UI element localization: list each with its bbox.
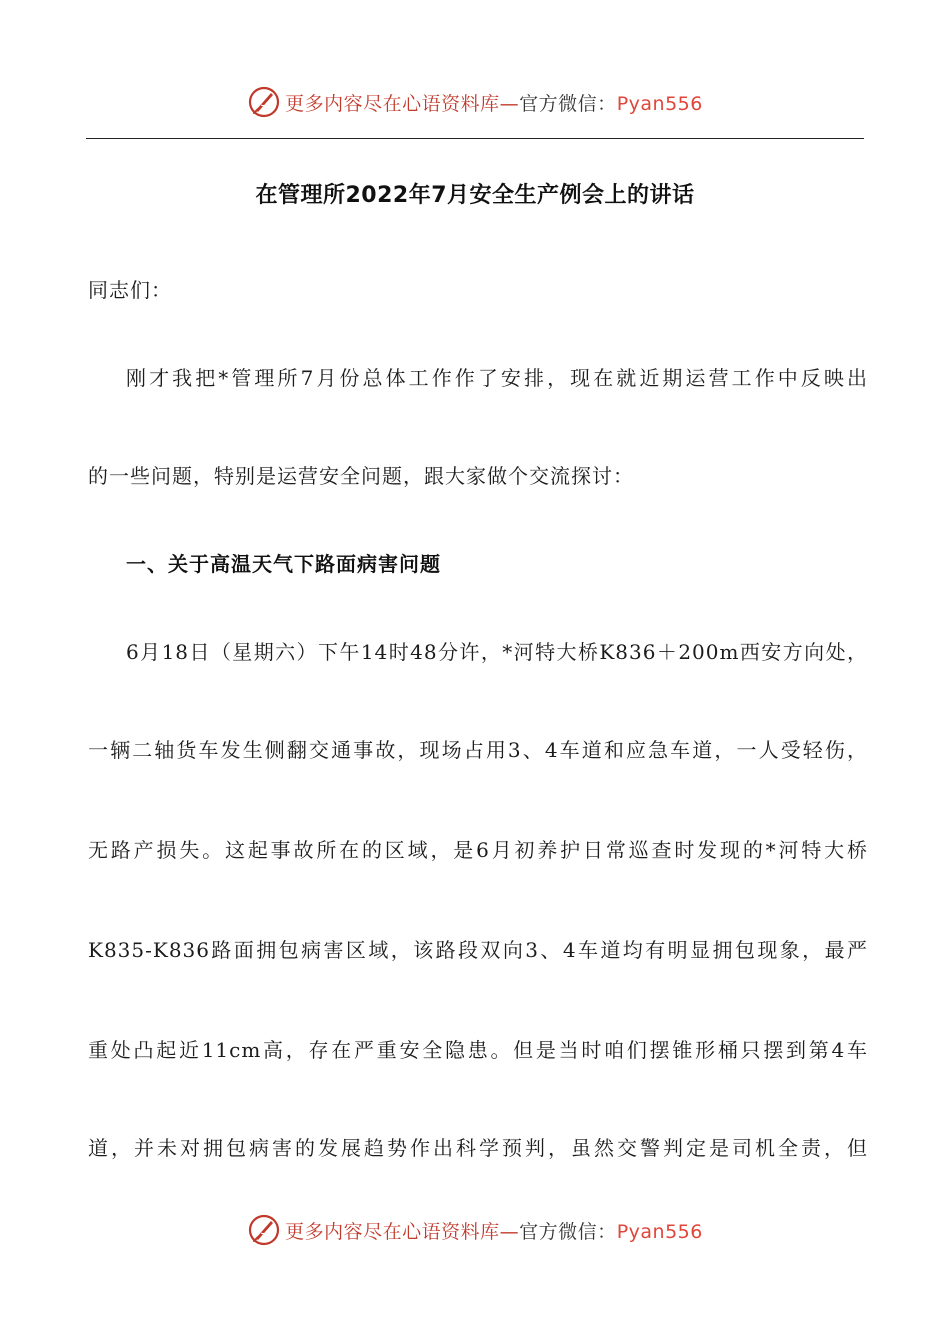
banner-title: 更多内容尽在心语资料库	[285, 92, 500, 115]
banner-wechat-id: Pyan556	[616, 1220, 703, 1243]
header-banner	[0, 80, 950, 124]
banner-wechat-label: 官方微信：	[519, 92, 617, 115]
quill-logo-icon	[247, 85, 281, 119]
banner-wechat-label: 官方微信：	[519, 1220, 617, 1243]
banner-text	[285, 89, 703, 116]
salutation: 同志们：	[88, 278, 172, 302]
quill-logo-icon	[247, 1213, 281, 1247]
section-heading: 一、关于高温天气下路面病害问题	[126, 552, 441, 576]
banner-wechat-id: Pyan556	[616, 92, 703, 115]
header-divider	[86, 138, 864, 139]
document-title: 在管理所2022年7月安全生产例会上的讲话	[255, 183, 695, 208]
banner-text	[285, 1217, 703, 1244]
paragraph-line: 无路产损失。这起事故所在的区域，是6月初养护日常巡查时发现的*河特大桥	[88, 838, 868, 862]
banner-title: 更多内容尽在心语资料库	[285, 1220, 500, 1243]
paragraph-line: 一辆二轴货车发生侧翻交通事故，现场占用3、4车道和应急车道，一人受轻伤，	[88, 738, 868, 762]
banner-separator: —	[499, 1220, 520, 1243]
paragraph-line: 刚才我把*管理所7月份总体工作作了安排，现在就近期运营工作中反映出	[126, 366, 868, 390]
paragraph-line: 道，并未对拥包病害的发展趋势作出科学预判，虽然交警判定是司机全责，但	[88, 1136, 868, 1160]
paragraph-line: 重处凸起近11cm高，存在严重安全隐患。但是当时咱们摆锥形桶只摆到第4车	[88, 1038, 868, 1062]
banner-separator: —	[499, 92, 520, 115]
paragraph-line: K835-K836路面拥包病害区域，该路段双向3、4车道均有明显拥包现象，最严	[88, 938, 868, 962]
paragraph-line: 6月18日（星期六）下午14时48分许，*河特大桥K836＋200m西安方向处，	[126, 640, 868, 664]
paragraph-line: 的一些问题，特别是运营安全问题，跟大家做个交流探讨：	[88, 464, 634, 488]
footer-banner	[0, 1208, 950, 1252]
